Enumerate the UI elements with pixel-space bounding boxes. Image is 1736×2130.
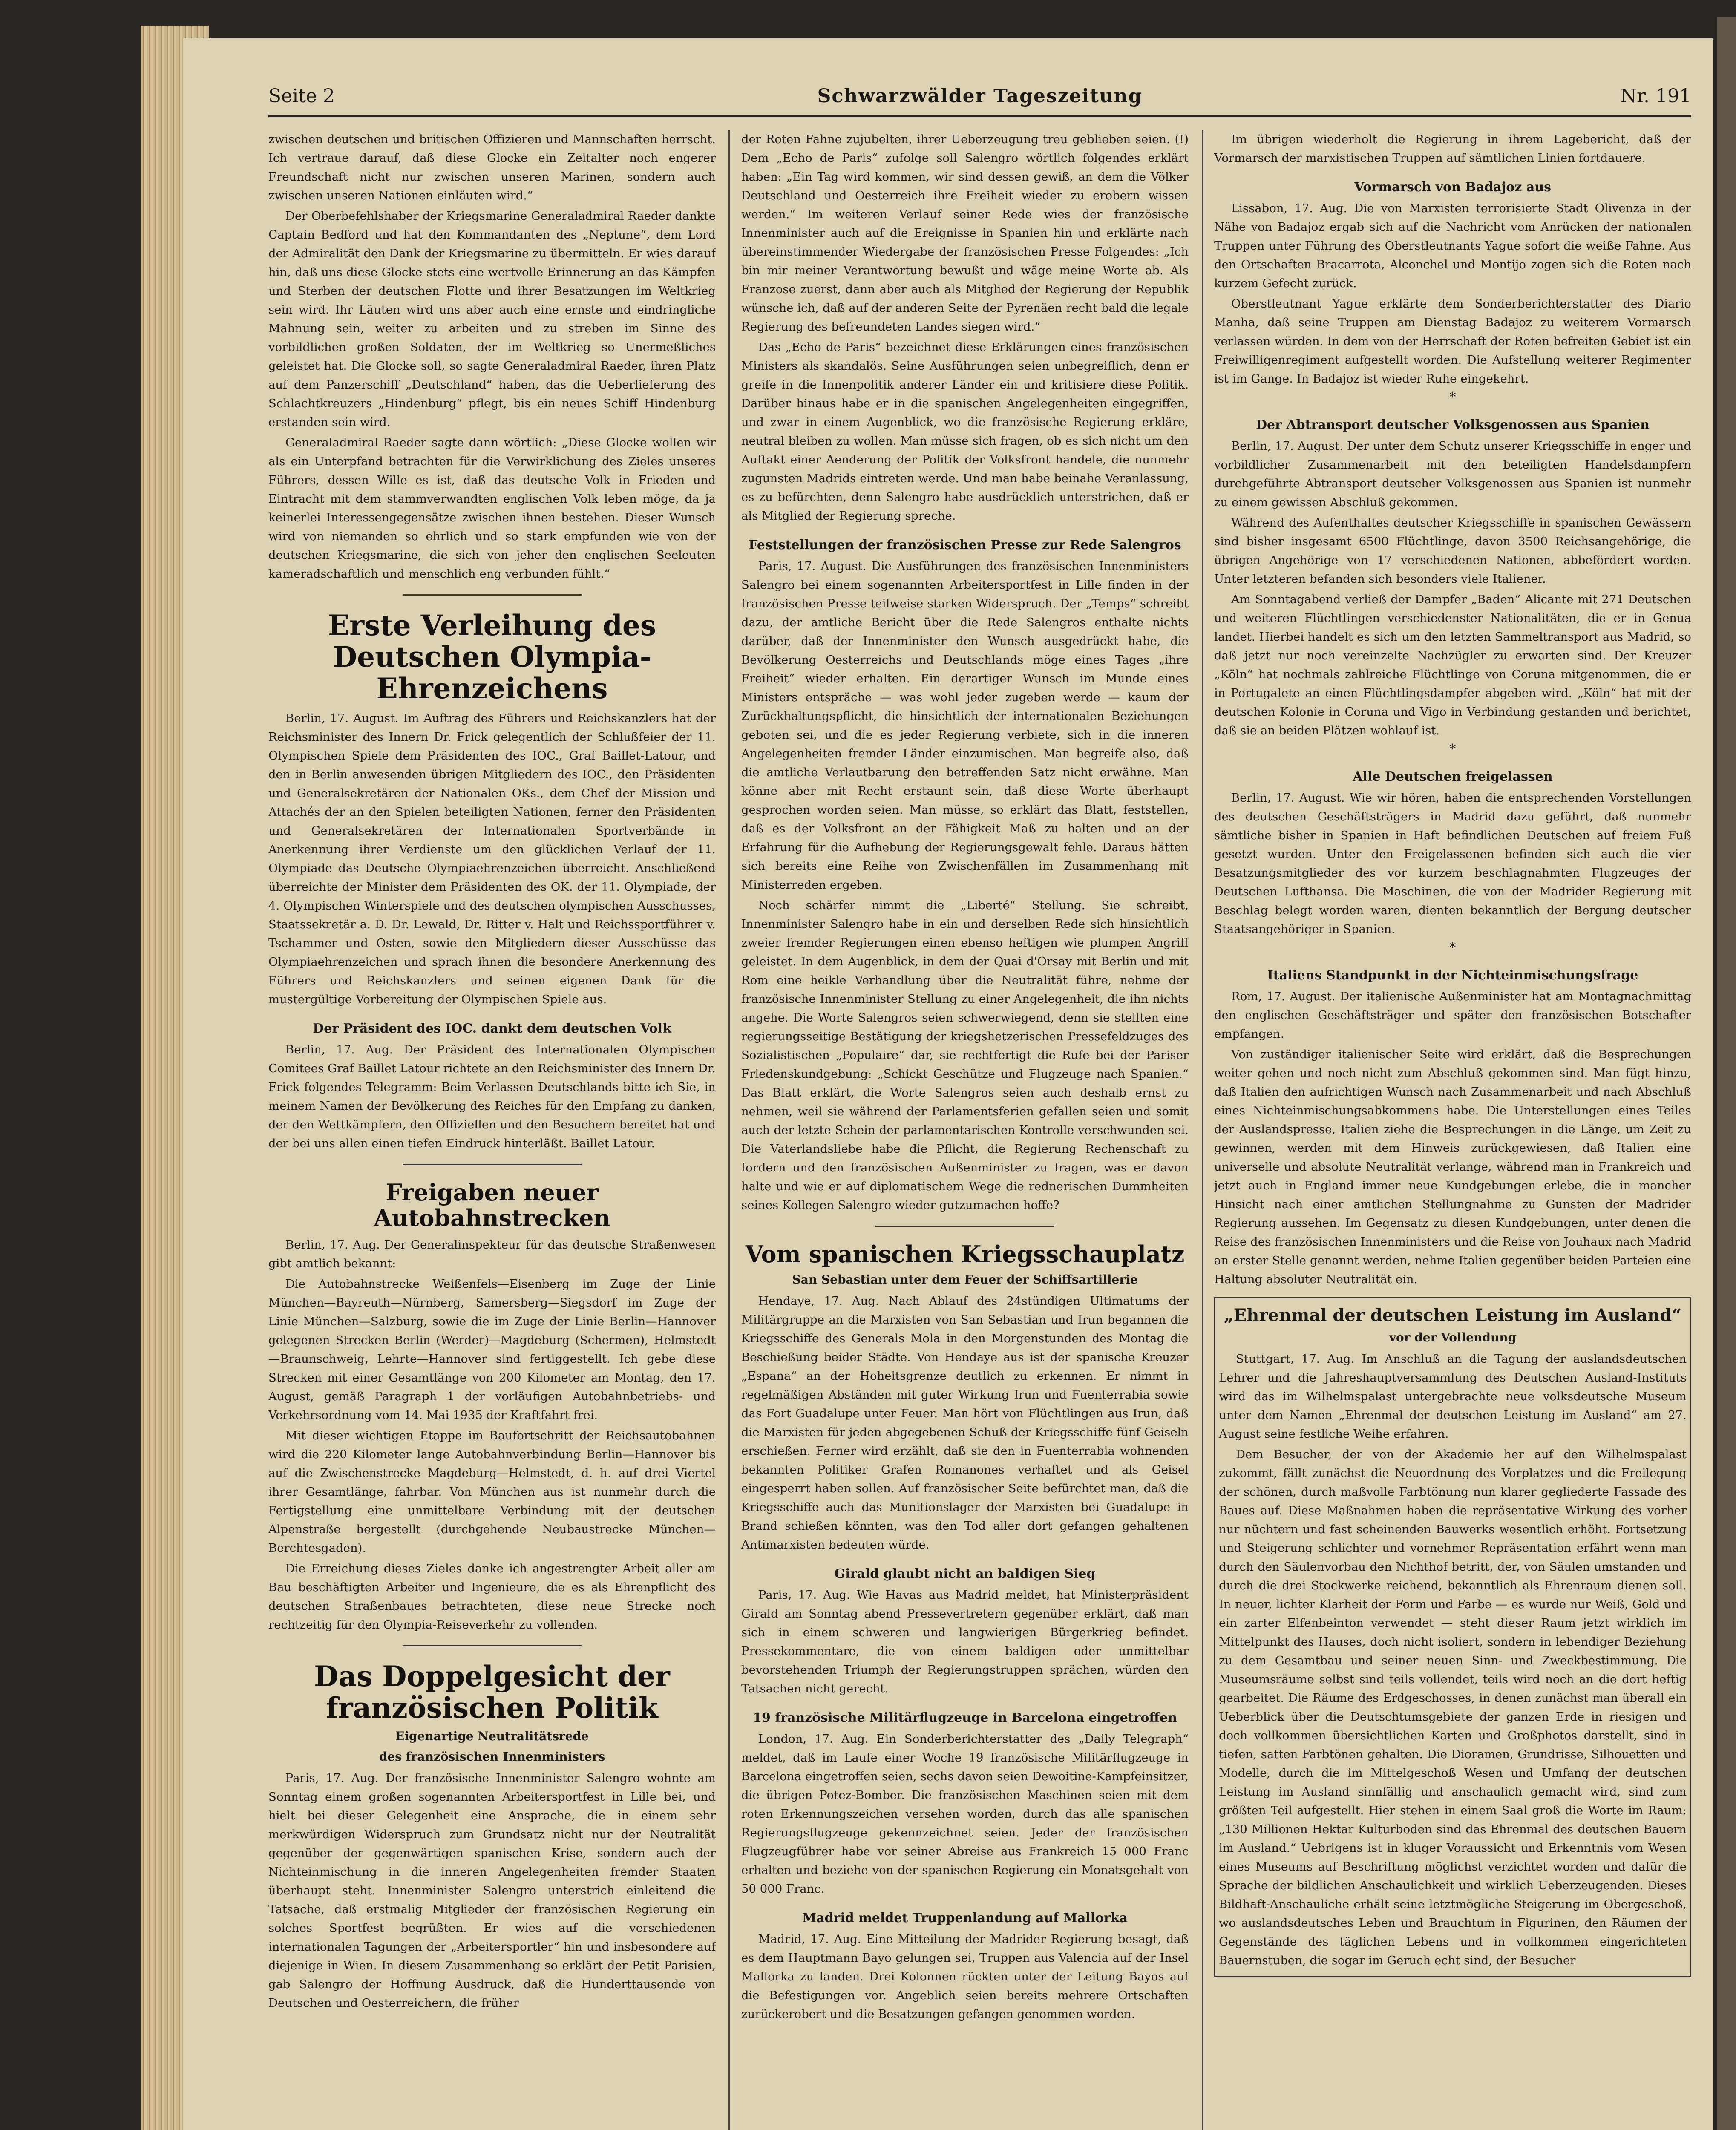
- newspaper-page: [183, 38, 1713, 2130]
- paragraph: Generaladmiral Raeder sagte dann wörtlich: „Diese Glocke wollen wir als ein Unterpfand betrachten für die Verwirklichung des Zieles unseres Führers, dessen Wille es ist, daß das deutsche Volk in Frieden und Eintracht mit dem stammverwandten englischen Volk leben möge, da ja keinerlei Interessengegensätze zwischen ihnen bestehen. Dieser Wunsch wird von niemanden so ehrlich und so stark empfunden wie von der deutschen Kriegsmarine, die sich von jeher den englischen Seeleuten kameradschaftlich und menschlich eng verbunden fühlt.“: [268, 436, 716, 581]
- subheadline: Eigenartige Neutralitätsrede: [395, 1729, 589, 1744]
- section-heading-barcelona: 19 französische Militärflugzeuge in Barcelona eingetroffen: [753, 1710, 1177, 1726]
- paragraph: Rom, 17. August. Der italienische Außenminister hat am Montagnachmittag den englischen Geschäftsträger und später den französischen Botschafter empfangen.: [1214, 990, 1691, 1041]
- paragraph: Lissabon, 17. Aug. Die von Marxisten terrorisierte Stadt Olivenza in der Nähe von Badajoz ergab sich auf die Nachricht vom Anrücken der nationalen Truppen unter Führung des Oberstleutnants Yague sofort die weiße Fahne. Aus den Ortschaften Bracarrota, Alconchel und Montijo zogen sich die Roten nach kurzem Gefecht zurück.: [1214, 201, 1691, 290]
- paragraph: Im übrigen wiederholt die Regierung in ihrem Lagebericht, daß der Vormarsch der marxistischen Truppen auf sämtlichen Linien fortdauere.: [1214, 132, 1691, 165]
- section-heading-italien: Italiens Standpunkt in der Nichteinmischungsfrage: [1267, 968, 1638, 983]
- masthead-title: Schwarzwälder Tageszeitung: [817, 85, 1143, 107]
- paragraph: Mit dieser wichtigen Etappe im Baufortschritt der Reichsautobahnen wird die 220 Kilometer lange Autobahnverbindung Berlin—Hannover bis auf die Zwischenstrecke Magdeburg—Helmstedt, d. h. auf drei Viertel ihrer Gesamtlänge, fahrbar. Von München aus ist nunmehr durch die Fertigstellung eine unmittelbare Verbindung mit der deutschen Alpenstraße hergestellt (durchgehende Neubaustrecke München—Berchtesgaden).: [268, 1428, 716, 1555]
- paragraph: Stuttgart, 17. Aug. Im Anschluß an die Tagung der auslandsdeutschen Lehrer und die Jahreshauptversammlung des Deutschen Ausland-Instituts wird das im Wilhelmspalast untergebrachte neue volksdeutsche Museum unter dem Namen „Ehrenmal der deutschen Leistung im Ausland“ am 27. August seine festliche Weihe erfahren.: [1219, 1352, 1687, 1441]
- paragraph: London, 17. Aug. Ein Sonderberichterstatter des „Daily Telegraph“ meldet, daß im Laufe einer Woche 19 französische Militärflugzeuge in Barcelona eingetroffen seien, sechs davon seien Dewoitine-Kampfeinsitzer, die übrigen Potez-Bomber. Die französischen Maschinen seien mit dem roten Erkennungszeichen versehen worden, durch das alle spanischen Regierungsflugzeuge gekennzeichnet seien. Jeder der französischen Flugzeugführer habe vor seiner Abreise aus Frankreich 15 000 Franc erhalten und beziehe von der spanischen Regierung ein Monatsgehalt von 50 000 Franc.: [741, 1732, 1189, 1896]
- section-heading-freigelassen: Alle Deutschen freigelassen: [1353, 769, 1553, 784]
- subheadline: vor der Vollendung: [1389, 1330, 1517, 1344]
- column-3: [1214, 130, 1691, 2130]
- subheadline: des französischen Innenministers: [379, 1750, 605, 1764]
- section-heading-mallorka: Madrid meldet Truppenlandung auf Mallorka: [802, 1911, 1128, 1926]
- header-rule: [268, 115, 1691, 117]
- paragraph: Noch schärfer nimmt die „Liberté“ Stellung. Sie schreibt, Innenminister Salengro habe in ein und derselben Rede sich hinsichtlich zweier fremder Regierungen einen ebenso heftigen wie plumpen Angriff geleistet. In dem Augenblick, in dem der Quai d'Orsay mit Berlin und mit Rom eine heikle Verhandlung über die Neutralität führe, nehme der französische Innenminister Stellung zu einer Angelegenheit, die ihn nichts angehe. Die Worte Salengros seien schwerwiegend, denn sie stellten eine regierungsseitige Bestätigung der kriegshetzerischen Pressefeldzuges des Sozialistischen „Populaire“ dar, sie rechtfertigt die Rufe bei der Pariser Friedenskundgebung: „Schickt Geschütze und Flugzeuge nach Spanien.“ Das Blatt erklärt, die Worte Salengros seien auch deshalb ernst zu nehmen, weil sie während der Parlamentsferien gefallen seien und somit auch der letzte Schein der parlamentarischen Kontrolle verschwunden sei. Die Vaterlandsliebe habe die Pflicht, die Regierung Rechenschaft zu fordern und den französischen Außenminister zu fragen, was er davon halte und wie er auf diplomatischem Wege die rednerischen Dummheiten seines Kollegen Salengro wieder gutzumachen hoffe?: [741, 898, 1189, 1212]
- separator: [403, 594, 582, 596]
- article-headline-olympia: Erste Verleihung des Deutschen Olympia-Ehrenzeichens: [328, 609, 656, 705]
- issue-number: Nr. 191: [1620, 85, 1691, 107]
- column-1: [268, 130, 716, 2130]
- page-header: [268, 81, 1691, 111]
- column-divider: [728, 130, 730, 2130]
- paragraph: Berlin, 17. Aug. Der Präsident des Internationalen Olympischen Comitees Graf Baillet Latour richtete an den Reichsminister des Innern Dr. Frick folgendes Telegramm: Beim Verlassen Deutschlands bitte ich Sie, in meinem Namen der Bevölkerung des Reiches für den Empfang zu danken, der den Wettkämpfern, den Offiziellen und den Besuchern bereitet hat und der bei uns allen einen tiefen Eindruck hinterläßt. Baillet Latour.: [268, 1042, 716, 1150]
- column-2: [741, 130, 1189, 2130]
- article-box-ehrenmal: [1214, 1297, 1691, 1977]
- page-number: Seite 2: [268, 85, 335, 107]
- paragraph: Dem Besucher, der von der Akademie her auf den Wilhelmspalast zukommt, fällt zunächst die Neuordnung des Vorplatzes und die Freilegung der schönen, durch maßvolle Farbtönung nun klarer gegliederte Fassade des Baues auf. Diese Maßnahmen haben die repräsentative Wirkung des vorher nur nüchtern und fast scheinenden Bauwerks wesentlich erhöht. Fortsetzung und Steigerung schlichter und vornehmer Repräsentation erfährt wenn man durch den Säulenvorbau den Nichthof betritt, der, von Säulen umstanden und durch die drei Stockwerke reichend, bekanntlich als Ehrenraum dienen soll. In neuer, lichter Klarheit der Form und Farbe — es wurde nur Weiß, Gold und ein zarter Elfenbeinton verwendet — steht dieser Raum jetzt wirklich im Mittelpunkt des Hauses, doch nicht isoliert, sondern in lebendiger Beziehung zu dem Gesamtbau und seiner neuen Sinn- und Zweckbestimmung. Die Museumsräume selbst sind teils vollendet, teils wird noch an die dort heftig gearbeitet. Die Räume des Erdgeschosses, in denen zunächst man überall ein Ueberblick über die Deutschtumsgebiete der ganzen Erde in riesigen und doch vollkommen übersichtlichen Karten und Großphotos darstellt, sind in tiefen, satten Farbtönen gehalten. Die Dioramen, Grundrisse, Silhouetten und Modelle, durch die im Mittelgeschoß Wesen und Umfang der deutschen Leistung im Ausland sinnfällig und anschaulich gemacht wird, sind zum größten Teil aufgestellt. Hier stehen in einem Saal groß die Worte im Raum: „130 Millionen Hektar Kulturboden sind das Ehrenmal des deutschen Bauern im Ausland.“ Uebrigens ist in kluger Voraussicht und Erkenntnis vom Wesen eines Museums auf Beschriftung möglichst verzichtet worden und dafür die Sprache der bildlichen Anschaulichkeit und wirklich Ueberzeugenden. Dieses Bildhaft-Anschauliche erhält seine letztmögliche Steigerung im Obergeschoß, wo auslandsdeutsches Leben und Brauchtum in Figurinen, den Räumen der Gegenstände des täglichen Lebens und in vollkommen eingerichteten Bauernstuben, die sogar im Geruch echt sind, der Besucher: [1219, 1448, 1687, 1967]
- paragraph: Hendaye, 17. Aug. Nach Ablauf des 24stündigen Ultimatums der Militärgruppe an die Marxisten von San Sebastian und Irun begannen die Kriegsschiffe des Generals Mola in den Morgenstunden des Montag die Beschießung beider Städte. Von Hendaye aus ist der spanische Kreuzer „Espana“ an der Hoheitsgrenze deutlich zu erkennen. Er nimmt in regelmäßigen Abständen mit guter Wirkung Irun und Fuenterrabia sowie das Fort Guadalupe unter Feuer. Man hört von Flüchtlingen aus Irun, daß die Marxisten für jeden abgegebenen Schuß der Kriegsschiffe fünf Geiseln erschießen. Ferner wird erzählt, daß sie den in Fuenterrabia wohnenden bekannten Politiker Grafen Romanones verhaftet und als Geisel eingesperrt haben sollen. Auf französischer Seite befürchtet man, daß die Kriegsschiffe auch das Munitionslager der Marxisten bei Guadalupe in Brand schießen könnten, was den Tod aller dort gefangen gehaltenen Antimarxisten bedeuten würde.: [741, 1294, 1189, 1552]
- paragraph: Madrid, 17. Aug. Eine Mitteilung der Madrider Regierung besagt, daß es dem Hauptmann Bayo gelungen sei, Truppen aus Valencia auf der Insel Mallorka zu landen. Drei Kolonnen rückten unter der Leitung Bayos auf die Befestigungen vor. Angeblich seien bereits mehrere Ortschaften zurückerobert und die Besatzungen gefangen genommen worden.: [741, 1932, 1189, 2021]
- section-heading-badajoz: Vormarsch von Badajoz aus: [1354, 180, 1552, 195]
- scan-edge: [1717, 17, 1736, 2130]
- article-headline-doppelgesicht: Das Doppelgesicht der französischen Politik: [314, 1659, 670, 1724]
- star-separator-icon: *: [1449, 742, 1456, 757]
- article-headline-autobahn: Freigaben neuer Autobahnstrecken: [374, 1178, 610, 1232]
- paragraph: Paris, 17. Aug. Der französische Innenminister Salengro wohnte am Sonntag einem großen sogenannten Arbeitersportfest in Lille bei, und hielt bei dieser Gelegenheit eine Ansprache, die in einem sehr merkwürdigen Widerspruch zum Grundsatz nicht nur der Neutralität gegenüber der gegenwärtigen spanischen Krise, sondern auch der Nichteinmischung in die inneren Angelegenheiten fremder Staaten überhaupt steht. Innenminister Salengro unterstrich einleitend die Tatsache, daß erstmalig Mitglieder der französischen Regierung ein solches Sportfest begrüßten. Er wies auf die verschiedenen internationalen Tagungen der „Arbeitersportler“ hin und insbesondere auf diejenige in Wien. In diesem Zusammenhang so erklärt der Petit Parisien, gab Salengro der Hoffnung Ausdruck, daß die Hunderttausende von Deutschen und Oesterreichern, die früher: [268, 1771, 716, 2010]
- star-separator-icon: *: [1449, 390, 1456, 405]
- paragraph: Das „Echo de Paris“ bezeichnet diese Erklärungen eines französischen Ministers als skandalös. Seine Ausführungen seien unbegreiflich, denn er greife in die Innenpolitik anderer Länder ein und kritisiere diese Politik. Darüber hinaus habe er in die spanischen Angelegenheiten eingegriffen, und zwar in einem Augenblick, wo die französische Regierung erkläre, neutral bleiben zu wollen. Man müsse sich fragen, ob es sich nicht um den Auftakt einer Aenderung der Politik der Volksfront handele, die nunmehr zugunsten Madrids eintreten werde. Und man habe beinahe Veranlassung, es zu befürchten, denn Salengro habe ausdrücklich unterstrichen, daß er als Mitglied der Regierung spreche.: [741, 340, 1189, 523]
- paragraph: Der Oberbefehlshaber der Kriegsmarine Generaladmiral Raeder dankte Captain Bedford und hat den Kommandanten des „Neptune“, dem Lord der Admiralität den Dank der Kriegsmarine zu übermitteln. Er wies darauf hin, daß uns diese Glocke stets eine wertvolle Erinnerung an das Kämpfen und Sterben der deutschen Flotte und ihrer Besatzungen im Weltkrieg sein wird. Ihr Läuten wird uns aber auch eine ernste und eindringliche Mahnung sein, weiter zu arbeiten und zu streben im Sinne des vorbildlichen großen Soldaten, der im Weltkrieg so Unermeßliches geleistet hat. Die Glocke soll, so sagte Generaladmiral Raeder, ihren Platz auf dem Panzerschiff „Deutschland“ haben, das die Ueberlieferung des Schlachtkreuzers „Hindenburg“ pflegt, bis ein neues Schiff Hindenburg erstanden sein wird.: [268, 209, 716, 429]
- paragraph: der Roten Fahne zujubelten, ihrer Ueberzeugung treu geblieben seien. (!) Dem „Echo de Paris“ zufolge soll Salengro wörtlich folgendes erklärt haben: „Ein Tag wird kommen, wir sind dessen gewiß, an dem die Völker Deutschland und Oesterreich ihre Freiheit wieder zu erobern wissen werden.“ Im weiteren Verlauf seiner Rede wies der französische Innenminister auch auf die Ereignisse in Spanien hin und erklärte nach übereinstimmender Wiedergabe der französischen Presse Folgendes: „Ich bin mir meiner Verantwortung bewußt und wäge meine Worte ab. Als Franzose zuerst, dann aber auch als Mitglied der Regierung der Republik wünsche ich, daß auf der anderen Seite der Pyrenäen recht bald die legale Regierung des befreundeten Landes siegen wird.“: [741, 132, 1189, 334]
- paragraph: Die Autobahnstrecke Weißenfels—Eisenberg im Zuge der Linie München—Bayreuth—Nürnberg, Samersberg—Siegsdorf im Zuge der Linie München—Salzburg, sowie die im Zuge der Linie Berlin—Hannover gelegenen Strecken Berlin (Werder)—Magdeburg (Schermen), Helmstedt—Braunschweig, Lehrte—Hannover sind fertiggestellt. Ich gebe diese Strecken mit einer Gesamtlänge von 200 Kilometer am Montag, den 17. August, gemäß Paragraph 1 der vorläufigen Autobahnbetriebs- und Verkehrsordnung vom 14. Mai 1935 der Kraftfahrt frei.: [268, 1277, 716, 1422]
- paragraph: Berlin, 17. August. Wie wir hören, haben die entsprechenden Vorstellungen des deutschen Geschäftsträgers in Madrid dazu geführt, daß nunmehr sämtliche bisher in Spanien in Haft befindlichen Deutschen auf freiem Fuß gesetzt wurden. Unter den Freigelassenen befinden sich auch die vier Besatzungsmitglieder des vor kurzem beschlagnahmten Flugzeuges der Deutschen Lufthansa. Die Maschinen, die von der Madrider Regierung mit Beschlag belegt worden waren, dienten bekanntlich der Bergung deutscher Staatsangehöriger in Spanien.: [1214, 791, 1691, 936]
- paragraph: Während des Aufenthaltes deutscher Kriegsschiffe in spanischen Gewässern sind bisher insgesamt 6500 Flüchtlinge, davon 3500 Reichsangehörige, die übrigen Angehörige von 17 verschiedenen Nationen, abbefördert worden. Unter letzteren befanden sich besonders viele Italiener.: [1214, 516, 1691, 586]
- separator: [403, 1645, 582, 1646]
- section-heading-ioc: Der Präsident des IOC. dankt dem deutschen Volk: [313, 1021, 671, 1036]
- separator: [875, 1226, 1054, 1227]
- section-heading-feststellungen: Feststellungen der französischen Presse zur Rede Salengros: [749, 538, 1181, 553]
- star-separator-icon: *: [1449, 940, 1456, 955]
- paragraph: zwischen deutschen und britischen Offizieren und Mannschaften herrscht. Ich vertraue darauf, daß diese Glocke ein Zeitalter noch engerer Freundschaft nicht nur zwischen unseren Marinen, sondern auch zwischen unseren Nationen einläuten wird.“: [268, 132, 716, 202]
- article-headline-kriegsschauplatz: Vom spanischen Kriegsschauplatz: [745, 1241, 1185, 1268]
- paragraph: Paris, 17. Aug. Wie Havas aus Madrid meldet, hat Ministerpräsident Girald am Sonntag abend Pressevertretern gegenüber erklärt, daß man sich in einem schweren und langwierigen Bürgerkrieg befindet. Pressekommentare, die von einem baldigen oder unmittelbar bevorstehenden Triumph der Regierungstruppen sprächen, würden den Tatsachen nicht gerecht.: [741, 1588, 1189, 1696]
- paragraph: Berlin, 17. August. Im Auftrag des Führers und Reichskanzlers hat der Reichsminister des Innern Dr. Frick gelegentlich der Schlußfeier der 11. Olympischen Spiele dem Präsidenten des IOC., Graf Baillet-Latour, und den in Berlin anwesenden übrigen Mitgliedern des IOC., den Präsidenten und Generalsekretären der Nationalen OKs., dem Chef der Mission und Attachés der an den Spielen beteiligten Nationen, ferner den Präsidenten und Generalsekretären der Internationalen Sportverbände in Anerkennung ihrer Verdienste um den glücklichen Verlauf der 11. Olympiade das Deutsche Olympiaehrenzeichen überreicht. Anschließend überreichte der Minister dem Präsidenten des OK. der 11. Olympiade, der 4. Olympischen Winterspiele und des deutschen olympischen Ausschusses, Staatssekretär a. D. Dr. Lewald, Dr. Ritter v. Halt und Reichssportführer v. Tschammer und Osten, sowie den Mitgliedern dieser Ausschüsse das Olympiaehrenzeichen und sprach ihnen die besondere Anerkennung des Führers und Reichskanzlers und seinen eigenen Dank für die mustergültige Vorbereitung der Olympischen Spiele aus.: [268, 711, 716, 1006]
- paragraph: Paris, 17. August. Die Ausführungen des französischen Innenministers Salengro bei einem sogenannten Arbeitersportfest in Lille finden in der französischen Presse teilweise starken Widerspruch. Der „Temps“ schreibt dazu, der amtliche Bericht über die Rede Salengros enthalte nichts darüber, daß der Innenminister den Wunsch ausgedrückt habe, die Bevölkerung Oesterreichs und Deutschlands möge eines Tages „ihre Freiheit“ wieder erhalten. Ein derartiger Wunsch im Munde eines Ministers entspräche — was wohl jeder zugeben werde — kaum der Zurückhaltungspflicht, die hinsichtlich der internationalen Beziehungen geboten sei, und die es jeder Regierung verbiete, sich in die inneren Angelegenheiten fremder Länder einzumischen. Man begreife also, daß die amtliche Verlautbarung den betreffenden Satz nicht erwähne. Man könne aber mit Recht erstaunt sein, daß diese Worte überhaupt gesprochen worden seien. Man müsse, so erklärt das Blatt, feststellen, daß es der Volksfront an der Fähigkeit Maß zu halten und an der Erfahrung für die Aufhebung der Regierungsgewalt fehle. Daraus hätten sich bereits eine Reihe von Zwischenfällen im Zusammenhang mit Ministerreden ergeben.: [741, 559, 1189, 892]
- section-heading-giral: Girald glaubt nicht an baldigen Sieg: [834, 1566, 1096, 1582]
- paragraph: Berlin, 17. Aug. Der Generalinspekteur für das deutsche Straßenwesen gibt amtlich bekannt:: [268, 1238, 716, 1270]
- paragraph: Berlin, 17. August. Der unter dem Schutz unserer Kriegsschiffe in enger und vorbildlicher Zusammenarbeit mit den beteiligten Handelsdampfern durchgeführte Abtransport deutscher Volksgenossen aus Spanien ist nunmehr zu einem gewissen Abschluß gekommen.: [1214, 439, 1691, 509]
- separator: [403, 1164, 582, 1165]
- paragraph: Oberstleutnant Yague erklärte dem Sonderberichterstatter des Diario Manha, daß seine Truppen am Dienstag Badajoz zu weiterem Vormarsch verlassen würden. In dem von der Herrschaft der Roten befreiten Gebiet ist ein Freiwilligenregiment aufgestellt worden. Die Aufstellung weiterer Regimenter ist im Gange. In Badajoz ist wieder Ruhe eingekehrt.: [1214, 297, 1691, 386]
- section-heading-abtransport: Der Abtransport deutscher Volksgenossen aus Spanien: [1256, 417, 1650, 432]
- paragraph: Am Sonntagabend verließ der Dampfer „Baden“ Alicante mit 271 Deutschen und weiteren Flüchtlingen verschiedenster Nationalitäten, die er in Genua landet. Hierbei handelt es sich um den letzten Sammeltransport aus Madrid, so daß jetzt nur noch vereinzelte Nachzügler zu erwarten sind. Der Kreuzer „Köln“ hat nochmals zahlreiche Flüchtlinge von Coruna mitgenommen, die er in Portugalete an einen Flüchtlingsdampfer abgeben wird. „Köln“ hat mit der deutschen Kolonie in Coruna und Vigo in Verbindung gestanden und berichtet, daß sie an beiden Plätzen wohlauf ist.: [1214, 593, 1691, 737]
- section-heading-san-sebastian: San Sebastian unter dem Feuer der Schiffsartillerie: [792, 1272, 1138, 1287]
- column-divider: [1202, 130, 1203, 2130]
- paragraph: Die Erreichung dieses Zieles danke ich angestrengter Arbeit aller am Bau beschäftigten Arbeiter und Ingenieure, die es als Ehrenpflicht des deutschen Straßenbaues betrachteten, diese neue Strecke noch rechtzeitig für den Olympia-Reiseverkehr zu vollenden.: [268, 1561, 716, 1632]
- article-headline-ehrenmal: „Ehrenmal der deutschen Leistung im Ausland“: [1224, 1305, 1682, 1325]
- paragraph: Von zuständiger italienischer Seite wird erklärt, daß die Besprechungen weiter gehen und noch nicht zum Abschluß gekommen sind. Man fügt hinzu, daß Italien den aufrichtigen Wunsch nach Zusammenarbeit und nach Abschluß eines Nichteinmischungsabkommens habe. Die Unterstellungen eines Teiles der Auslandspresse, Italien ziehe die Besprechungen in die Länge, um Zeit zu gewinnen, werden mit dem Hinweis zurückgewiesen, daß Italien eine universelle und absolute Neutralität verlange, während man in Frankreich und jetzt auch in England immer neue Kundgebungen erlebe, die in mancher Hinsicht nach einer amtlichen Stellungnahme zu Gunsten der Madrider Regierung aussehen. Im Gegensatz zu diesen Kundgebungen, unter denen die Reise des französischen Innenministers und die Reise von Jouhaux nach Madrid an erster Stelle genannt werden, nehme Italien gegenüber beiden Parteien eine Haltung absoluter Neutralität ein.: [1214, 1048, 1691, 1286]
